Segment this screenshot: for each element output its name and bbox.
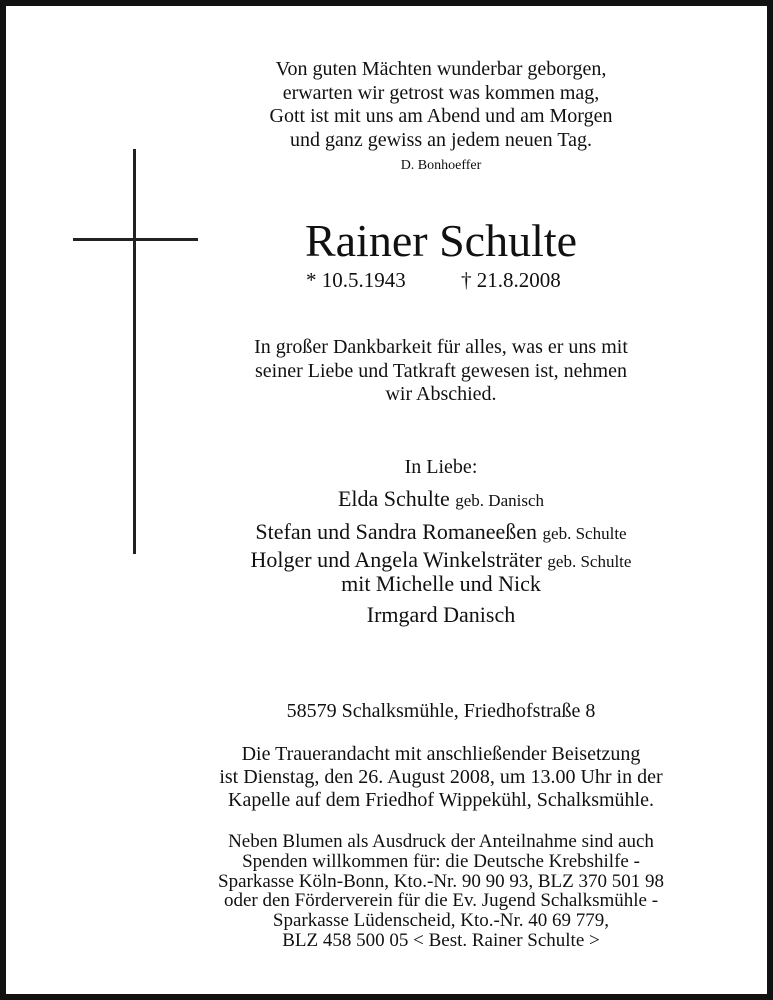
- family-member: [126, 516, 756, 549]
- family-member-nee: geb. Schulte: [542, 524, 627, 543]
- verse-line: und ganz gewiss an jedem neuen Tag.: [289, 128, 593, 151]
- donation-line: Neben Blumen als Ausdruck der Anteilnahme sind auch: [228, 831, 654, 852]
- family-member-name: Holger und Angela Winkelsträter: [250, 547, 542, 572]
- deceased-name: Rainer Schulte: [304, 215, 578, 266]
- donation-info: [126, 832, 756, 951]
- verse-author: D. Bonhoeffer: [400, 158, 482, 173]
- farewell-text: [126, 336, 756, 407]
- in-love-heading: In Liebe:: [404, 456, 478, 478]
- family-list: [126, 483, 756, 626]
- service-line: ist Dienstag, den 26. August 2008, um 13.00 Uhr in der: [219, 766, 663, 788]
- death-date: † 21.8.2008: [461, 268, 561, 292]
- family-member-name: Irmgard Danisch: [366, 602, 516, 627]
- family-member: [126, 604, 756, 626]
- family-member-extra: mit Michelle und Nick: [341, 571, 541, 596]
- mourning-address: 58579 Schalksmühle, Friedhofstraße 8: [286, 700, 596, 722]
- funeral-service-info: [126, 743, 756, 812]
- family-member-name: Elda Schulte: [337, 486, 450, 511]
- donation-line: oder den Förderverein für die Ev. Jugend Schalksmühle -: [223, 890, 659, 912]
- verse-line: Gott ist mit uns am Abend und am Morgen: [269, 105, 613, 127]
- family-member-name: Stefan und Sandra Romaneeßen: [255, 519, 538, 544]
- verse-line: erwarten wir getrost was kommen mag,: [282, 81, 600, 104]
- farewell-line: wir Abschied.: [385, 383, 497, 405]
- service-line: Die Trauerandacht mit anschließender Beisetzung: [241, 743, 641, 765]
- farewell-line: In großer Dankbarkeit für alles, was er uns mit: [254, 336, 628, 358]
- donation-line: BLZ 458 500 05 < Best. Rainer Schulte >: [282, 929, 600, 951]
- bonhoeffer-verse: [126, 58, 756, 152]
- donation-line: Sparkasse Lüdenscheid, Kto.-Nr. 40 69 779,: [272, 910, 610, 932]
- donation-line: Sparkasse Köln-Bonn, Kto.-Nr. 90 90 93, BLZ 370 501 98: [218, 870, 664, 892]
- family-member-nee: geb. Danisch: [455, 491, 545, 510]
- farewell-line: seiner Liebe und Tatkraft gewesen ist, nehmen: [255, 359, 627, 382]
- family-member-nee: geb. Schulte: [547, 552, 632, 571]
- birth-date: * 10.5.1943: [306, 268, 406, 292]
- donation-line: Spenden willkommen für: die Deutsche Krebshilfe -: [242, 850, 640, 872]
- service-line: Kapelle auf dem Friedhof Wippekühl, Schalksmühle.: [228, 789, 654, 811]
- family-member: [126, 483, 756, 516]
- verse-line: Von guten Mächten wunderbar geborgen,: [275, 58, 607, 80]
- family-member: [126, 549, 756, 573]
